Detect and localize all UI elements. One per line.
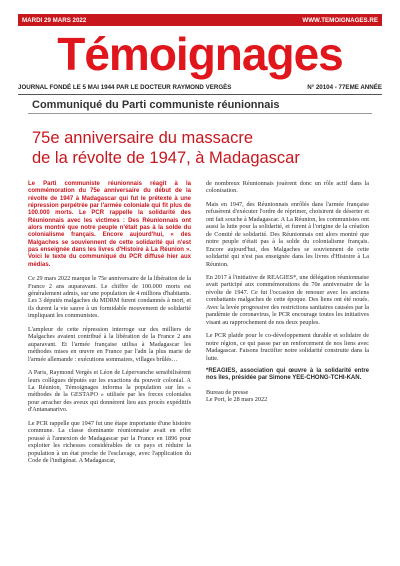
paragraph: L'ampleur de cette répression interroge sur des milliers de Malgaches avaient contribué à la libération de la France 2 ans auparavant. Et l'armée française utilisa à Madagascar les méthodes mises en œuvre en France par l'adn la plus marie de l'armée allemande : exécutions sommaires, villages brûlés… (28, 325, 191, 363)
paragraph: Le PCR rappelle que 1947 fut une étape importante d'une histoire commune. La classe dominante réunionnaise avait en effet poussé à l'annexion de Madagascar par la France en 1896 pour exploiter les richesses considérables de ce pays et réduire la population à un état proche de l'esclavage, avec l'application du Code de l'indigénat. A Madagascar, (28, 419, 191, 465)
paragraph: Ce 29 mars 2022 marque le 75e anniversaire de la libération de la France 2 ans auparavant. Le chiffre de 100.000 morts est généralement admis, sur une population de 4 millions d'habitants. Les 3 députés malgaches du MDRM furent condamnés à mort, et ils durent la vie sauve à un formidable mouvement de solidarité impliquant les communistes. (28, 275, 191, 320)
divider (18, 94, 382, 95)
paragraph: En 2017 à l'initiative de REAGIES*, une délégation réunionnaise avait participé aux commémorations du 70e anniversaire de la révolte de 1947. Ce fut l'occasion de renouer avec les anciens combattants malgaches de cette époque. Des liens ont été noués. Avec la levée progressive des restrictions sanitaires causées par la pandémie de coronavirus, le PCR encourage toutes les initiatives visant au rapprochement de nos deux peuples. (206, 273, 369, 326)
article-headline (32, 128, 372, 168)
lead-paragraph: Le Parti communiste réunionnais réagit à la commémoration du 75e anniversaire du début de la révolte de 1947 à Madagascar qui fut le prétexte à une répression perpétrée par l'armée coloniale qui fit plus de 100.000 morts. Le PCR rappelle la solidarité des Réunionnais avec les victimes : Des Réunionnais ont alors montré que notre peuple n'était pas à la solde du colonialisme français. Encore aujourd'hui, « des Malgaches se souviennent de cette solidarité qui n'est pas enseignée dans les livres d'Histoire à La Réunion ». Voici le texte du communiqué du PCR diffusé hier aux médias. (28, 181, 191, 268)
signature (206, 389, 369, 404)
founding-note: JOURNAL FONDÉ LE 5 MAI 1944 PAR LE DOCTEUR RAYMOND VERGÈS (18, 84, 232, 91)
masthead-info (18, 84, 382, 91)
issue-number: N° 20104 - 77EME ANNÉE (307, 84, 382, 91)
signature-place-date: Le Port, le 28 mars 2022 (206, 396, 268, 404)
paragraph: Mais en 1947, des Réunionnais enrôlés dans l'armée française refusèrent d'exécuter l'ordre de réprimer, choisirent de déserter et ont fait souche à Madagascar. A La Réunion, les communistes ont aussi la lutte pour la solidarité, et furent à l'origine de la création de Comité de solidarité. Des Réunionnais ont alors montré que notre peuple n'était pas à la solde du colonialisme français. Encore aujourd'hui, des Malgaches se souviennent de cette solidarité qui n'est pas enseignée dans les livres d'Histoire à La Réunion. (206, 200, 369, 268)
left-column (28, 181, 191, 471)
paragraph: A Paris, Raymond Vergès et Léon de Lépervanche sensibilisèrent leurs collègues députés sur les exactions du pouvoir colonial. A La Réunion, Témoignages informa la population sur les « méthodes de la GESTAPO » utilisée par les forces coloniales pour arracher des aveux qui donnèrent lieu aux procès expéditifs d'Antananarivo. (28, 369, 191, 414)
signature-office: Bureau de presse (206, 388, 249, 396)
newspaper-title: Témoignages (57, 28, 343, 80)
paragraph: Le PCR plaide pour le co-développement durable et solidaire de notre région, ce qui passe par un renforcement de nos liens avec Madagascar. Faisons fructifier notre solidarité construite dans la lutte. (206, 332, 369, 362)
divider (28, 113, 372, 114)
issue-date: MARDI 29 MARS 2022 (22, 16, 87, 24)
website-link[interactable]: WWW.TEMOIGNAGES.RE (302, 16, 378, 24)
right-column (206, 180, 369, 404)
paragraph: de nombreux Réunionnais jouèrent donc un rôle actif dans la colonisation. (206, 180, 369, 195)
section-label: Communiqué du Parti communiste réunionnais (32, 99, 280, 111)
footnote: *REAGIES, association qui œuvre à la solidarité entre nos îles, présidée par Simone YEE-CHONG-TCHI-KAN. (206, 367, 369, 382)
headline-line-2: de la révolte de 1947, à Madagascar (32, 149, 300, 167)
headline-line-1: 75e anniversaire du massacre (32, 129, 254, 147)
